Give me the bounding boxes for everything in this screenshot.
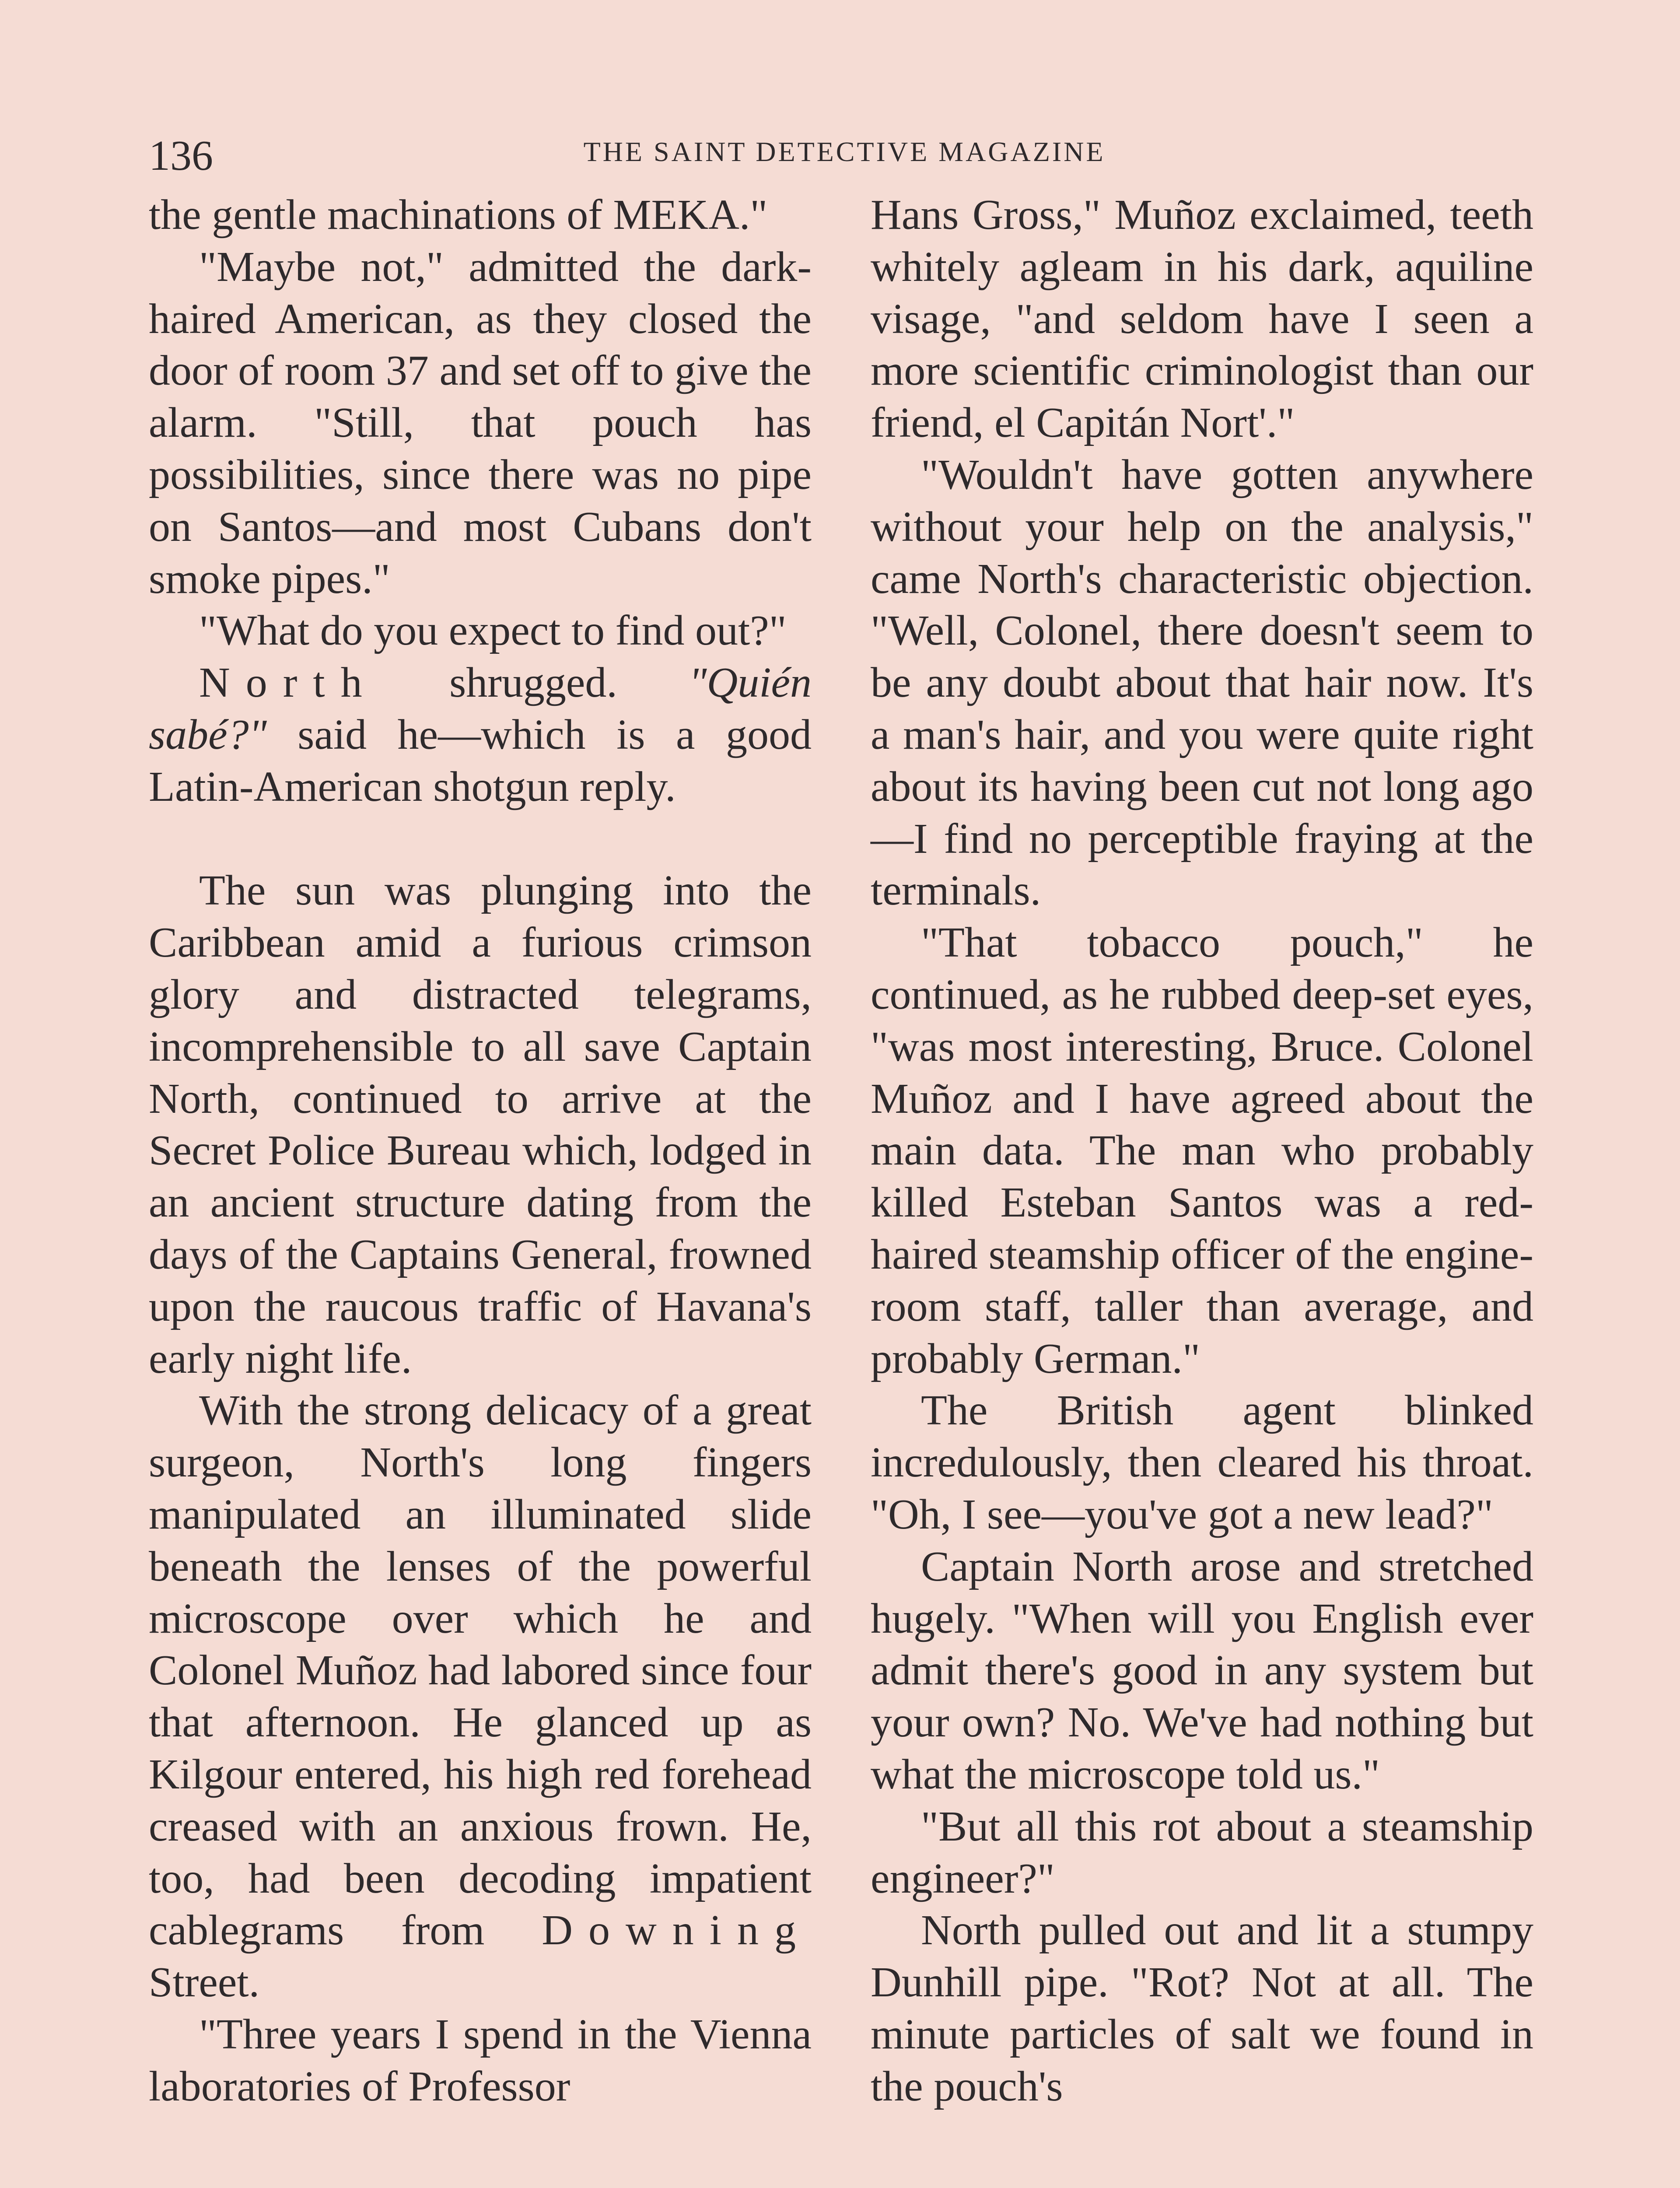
paragraph: With the strong delicacy of a great surgeon, North's long fingers manipulated an illuminated slide beneath the lenses of the powerful microscope over which he and Colonel Muñoz had labored since four that afternoon. He glanced up as Kilgour entered, his high red forehead creased with an anxious frown. He, too, had been decoding impatient cablegrams from Downing Street. [149, 1387, 812, 2006]
paragraph: "But all this rot about a steamship engineer?" [871, 1802, 1533, 1902]
left-column [149, 189, 812, 2112]
paragraph: "Maybe not," admitted the dark-haired American, as they closed the door of room 37 and set off to give the alarm. "Still, that pouch has possibilities, since there was no pipe on Santos—and most Cubans don't smoke pipes." [149, 243, 812, 603]
paragraph: "What do you expect to find out?" [199, 607, 787, 655]
paragraph: the gentle machinations of MEKA." [149, 191, 768, 238]
paragraph: Hans Gross," Muñoz exclaimed, teeth whitely agleam in his dark, aquiline visage, "and seldom have I seen a more scientific criminologist than our friend, el Capitán Nort'." [871, 191, 1533, 447]
paragraph: North shrugged. "Quién sabé?" said he—which is a good Latin-American shotgun reply. [149, 659, 812, 810]
paragraph: Captain North arose and stretched hugely. "When will you English ever admit there's good in any system but your own? No. We've had nothing but what the microscope told us." [871, 1543, 1533, 1798]
spaced-word: Downing [542, 1907, 812, 1954]
running-title: THE SAINT DETECTIVE MAGAZINE [583, 136, 1106, 167]
page-header [149, 118, 1540, 188]
paragraph: North pulled out and lit a stumpy Dunhill pipe. "Rot? Not at all. The minute particles of salt we found in the pouch's [871, 1907, 1533, 2110]
italic-phrase: "Quién sabé?" [149, 659, 812, 758]
page-number: 136 [149, 132, 213, 179]
paragraph: "Wouldn't have gotten anywhere without your help on the analysis," came North's characteristic objection. "Well, Colonel, there doesn't seem to be any doubt about that hair now. It's a man's hair, and you were quite right about its having been cut not long ago—I find no perceptible fraying at the terminals. [871, 451, 1533, 915]
right-column [871, 189, 1533, 2112]
paragraph: "That tobacco pouch," he continued, as he rubbed deep-set eyes, "was most interesting, Bruce. Colonel Muñoz and I have agreed about the main data. The man who probably killed Esteban Santos was a red-haired steamship officer of the engine-room staff, taller than average, and probably German." [871, 919, 1533, 1382]
paragraph: The British agent blinked incredulously, then cleared his throat. "Oh, I see—you've got a new lead?" [871, 1387, 1533, 1538]
paragraph: The sun was plunging into the Caribbean amid a furious crimson glory and distracted telegrams, incomprehensible to all save Captain North, continued to arrive at the Secret Police Bureau which, lodged in an ancient structure dating from the days of the Captains General, frowned upon the raucous traffic of Havana's early night life. [149, 867, 812, 1382]
section-break [149, 813, 812, 865]
paragraph: "Three years I spend in the Vienna laboratories of Professor [149, 2010, 812, 2110]
spaced-name: North [199, 659, 378, 707]
